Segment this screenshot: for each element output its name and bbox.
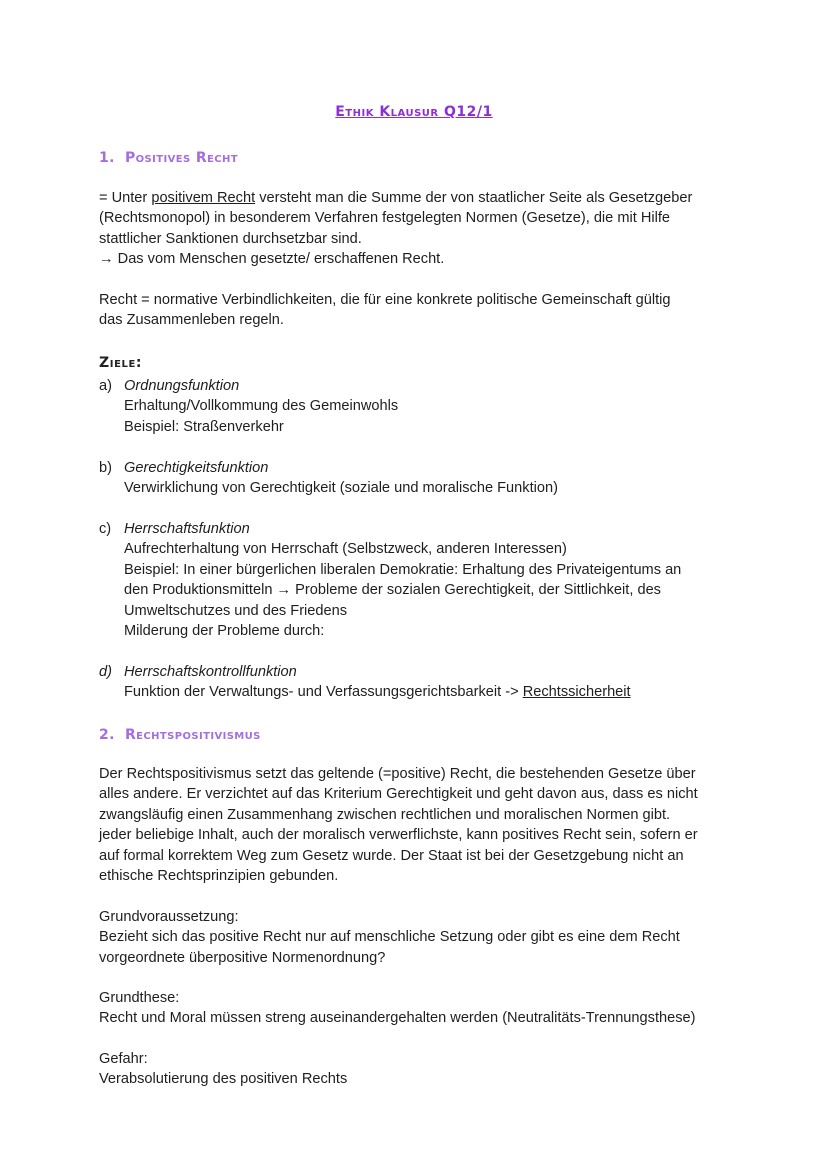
list-item-line: den Produktionsmitteln → Probleme der sozialen Gerechtigkeit, der Sittlichkeit, des: [124, 582, 661, 599]
grundvoraussetzung-label: Grundvoraussetzung:: [99, 909, 239, 925]
def-line-2: (Rechtsmonopol) in besonderem Verfahren festgelegten Normen (Gesetze), die mit Hilfe: [99, 210, 671, 227]
paragraph-line: Verabsolutierung des positiven Rechts: [99, 1071, 348, 1088]
list-label: b): [99, 460, 112, 476]
list-item-title: Gerechtigkeitsfunktion: [124, 460, 269, 476]
list-item: [99, 376, 739, 437]
list-item-line: Beispiel: In einer bürgerlichen liberalen Demokratie: Erhaltung des Privateigentums an: [124, 561, 682, 578]
list-item-title: Ordnungsfunktion: [124, 378, 240, 394]
def-line-1-rest: versteht man die Summe der von staatlicher Seite als Gesetzgeber: [255, 190, 693, 206]
list-item-line: Verwirklichung von Gerechtigkeit (soziale und moralische Funktion): [124, 480, 558, 497]
list-label: a): [99, 378, 112, 394]
paragraph-line: zwangsläufig einen Zusammenhang zwischen rechtlichen und moralischen Normen gibt.: [99, 806, 671, 823]
paragraph-line: Recht und Moral müssen streng auseinandergehalten werden (Neutralitäts-Trennungsthese): [99, 1010, 696, 1027]
ziele-heading: Ziele:: [99, 355, 143, 371]
grundthese-block: [99, 988, 739, 1029]
grundvoraussetzung-block: [99, 907, 739, 968]
list-label: c): [99, 521, 112, 537]
paragraph-line: alles andere. Er verzichtet auf das Kriterium Gerechtigkeit und geht davon aus, dass es nicht: [99, 786, 698, 803]
gefahr-block: [99, 1049, 739, 1090]
paragraph-line: jeder beliebige Inhalt, auch der moralisch verwerflichste, kann positives Recht sein, sofern er: [99, 827, 698, 844]
list-item-line: Funktion der Verwaltungs- und Verfassungsgerichtsbarkeit ->: [124, 684, 523, 701]
gefahr-label: Gefahr:: [99, 1051, 148, 1067]
paragraph-line: auf formal korrektem Weg zum Gesetz wurde. Der Staat ist bei der Gesetzgebung nicht an: [99, 847, 684, 864]
list-item-line: Erhaltung/Vollkommung des Gemeinwohls: [124, 398, 399, 415]
list-item: [99, 662, 739, 703]
document-title: Ethik Klausur Q12/1: [335, 104, 493, 120]
list-item-line: Milderung der Probleme durch:: [124, 623, 325, 640]
section-2-number: 2.: [99, 727, 115, 743]
list-item-line: Aufrechterhaltung von Herrschaft (Selbstzweck, anderen Interessen): [124, 541, 567, 558]
recht-line-2: das Zusammenleben regeln.: [99, 312, 284, 329]
list-item: [99, 519, 739, 641]
paragraph-line: Bezieht sich das positive Recht nur auf menschliche Setzung oder gibt es eine dem Recht: [99, 929, 680, 946]
section-2-title: Rechtspositivismus: [125, 727, 261, 743]
section-1-title: Positives Recht: [125, 150, 239, 166]
paragraph-line: ethische Rechtsprinzipien gebunden.: [99, 868, 339, 885]
definition-paragraph: [99, 188, 739, 270]
rechtssicherheit-term: Rechtssicherheit: [522, 684, 631, 701]
def-prefix: = Unter: [99, 190, 152, 206]
section-1-number: 1.: [99, 150, 115, 166]
def-line-3: stattlicher Sanktionen durchsetzbar sind.: [99, 230, 362, 247]
list-label: d): [99, 664, 112, 680]
def-term: positivem Recht: [151, 190, 256, 206]
def-line-4: → Das vom Menschen gesetzte/ erschaffenen Recht.: [99, 251, 445, 268]
recht-line-1: Recht = normative Verbindlichkeiten, die für eine konkrete politische Gemeinschaft gültig: [99, 292, 671, 308]
recht-paragraph: [99, 290, 739, 331]
rechtspositivismus-paragraph: [99, 764, 739, 886]
paragraph-line: vorgeordnete überpositive Normenordnung?: [99, 949, 386, 966]
paragraph-line: Der Rechtspositivismus setzt das geltende (=positive) Recht, die bestehenden Gesetze über: [99, 766, 696, 782]
list-item-line: Umweltschutzes und des Friedens: [124, 602, 348, 619]
list-item-line: Beispiel: Straßenverkehr: [124, 418, 284, 435]
list-item-title: Herrschaftskontrollfunktion: [124, 664, 297, 680]
section-1-heading: [99, 150, 238, 166]
grundthese-label: Grundthese:: [99, 990, 180, 1006]
section-2-heading: [99, 727, 261, 743]
list-item: [99, 458, 739, 499]
list-item-title: Herrschaftsfunktion: [124, 521, 250, 537]
